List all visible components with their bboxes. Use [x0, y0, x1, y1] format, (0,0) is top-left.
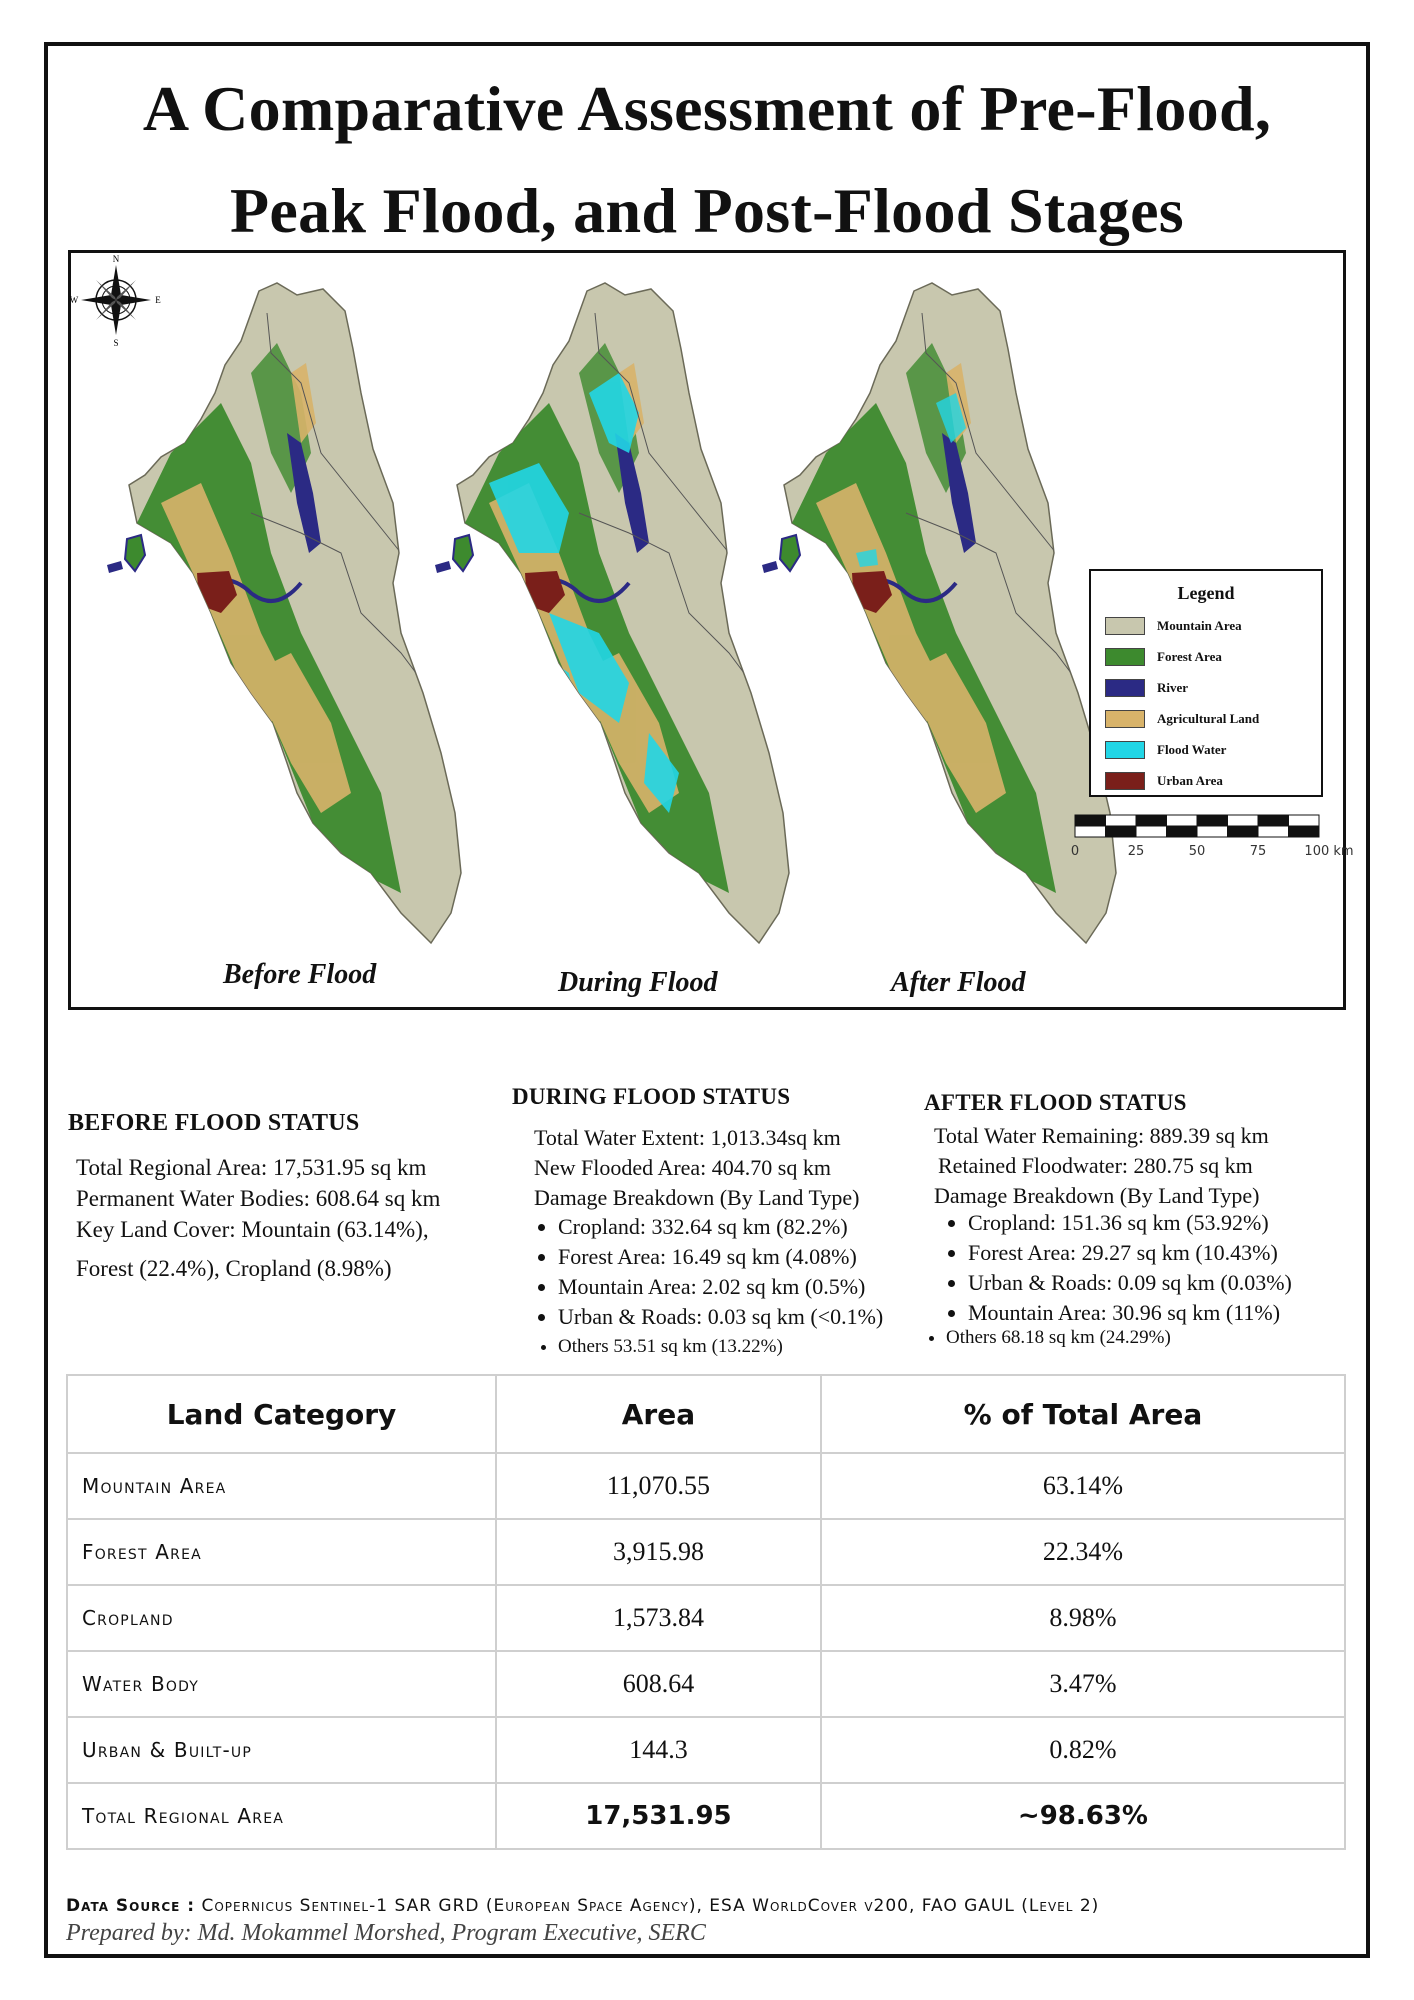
legend-label: Agricultural Land — [1157, 710, 1260, 726]
table-header: Land Category — [67, 1375, 496, 1453]
row-area: 11,070.55 — [496, 1453, 821, 1519]
legend-item — [1091, 703, 1321, 734]
scale-tick-label: 50 — [1188, 844, 1206, 859]
table-row — [67, 1519, 1345, 1585]
row-category: Mountain Area — [67, 1453, 496, 1519]
map-panel — [68, 250, 1354, 1010]
during-bullets — [534, 1212, 883, 1362]
compass-e: E — [155, 295, 161, 305]
before-text — [76, 1152, 440, 1284]
before-line: Key Land Cover: Mountain (63.14%), — [76, 1217, 429, 1242]
data-source-label: Data Source : — [66, 1896, 196, 1916]
before-line: Forest (22.4%), Cropland (8.98%) — [76, 1256, 392, 1281]
row-area: 17,531.95 — [496, 1783, 821, 1849]
data-source-text: Copernicus Sentinel-1 SAR GRD (European Space Agency), ESA WorldCover v200, FAO GAUL (Level 2) — [201, 1896, 1100, 1916]
during-bullet: • Urban & Roads: 0.03 sq km (<0.1%) — [558, 1302, 883, 1332]
row-area: 1,573.84 — [496, 1585, 821, 1651]
compass-n: N — [112, 254, 120, 264]
legend-item — [1091, 641, 1321, 672]
legend-swatch — [1105, 741, 1145, 759]
row-pct: 8.98% — [821, 1585, 1345, 1651]
scale-segment — [1228, 826, 1259, 837]
prepared-by: Prepared by: Md. Mokammel Morshed, Program Executive, SERC — [66, 1920, 706, 1946]
river — [231, 793, 281, 853]
compass-s: S — [113, 338, 119, 348]
legend-label: Mountain Area — [1157, 617, 1242, 633]
scale-bar — [1070, 813, 1363, 863]
land-category-table — [66, 1374, 1346, 1850]
after-bullet: • Others 68.18 sq km (24.29%) — [946, 1326, 1171, 1350]
page-title — [44, 58, 1370, 262]
scale-segment — [1167, 815, 1198, 826]
after-bullet: • Urban & Roads: 0.09 sq km (0.03%) — [968, 1268, 1292, 1298]
row-category: Urban & Built-up — [67, 1717, 496, 1783]
legend-label: Urban Area — [1157, 772, 1223, 788]
table-header: Area — [496, 1375, 821, 1453]
row-area: 608.64 — [496, 1651, 821, 1717]
after-bullets — [944, 1208, 1292, 1328]
map-during — [435, 283, 789, 943]
river — [886, 793, 936, 853]
map-legend — [1089, 569, 1323, 797]
table-row — [67, 1585, 1345, 1651]
scale-tick-label: 100 km — [1304, 844, 1354, 859]
scale-segment — [1258, 826, 1289, 837]
during-line-1: New Flooded Area: 404.70 sq km — [534, 1155, 831, 1180]
row-pct: ~98.63% — [821, 1783, 1345, 1849]
legend-swatch — [1105, 679, 1145, 697]
table-header: % of Total Area — [821, 1375, 1345, 1453]
legend-label: River — [1157, 679, 1189, 695]
before-line: Total Regional Area: 17,531.95 sq km — [76, 1155, 427, 1180]
scale-tick-label: 0 — [1070, 844, 1080, 859]
map-label-after: After Flood — [891, 967, 1026, 998]
row-category: Forest Area — [67, 1519, 496, 1585]
during-heading: DURING FLOOD STATUS — [512, 1084, 791, 1109]
scale-segment — [1197, 815, 1228, 826]
after-bullets-extra — [922, 1326, 1171, 1350]
row-pct: 3.47% — [821, 1651, 1345, 1717]
island — [435, 561, 451, 573]
legend-title: Legend — [1177, 583, 1235, 603]
scale-segment — [1197, 826, 1228, 837]
during-line-2: Damage Breakdown (By Land Type) — [534, 1185, 860, 1210]
legend-swatch — [1105, 648, 1145, 666]
during-bullet: • Others 53.51 sq km (13.22%) — [558, 1332, 883, 1362]
scale-tick-label: 25 — [1127, 844, 1145, 859]
row-category: Cropland — [67, 1585, 496, 1651]
legend-label: Flood Water — [1157, 741, 1227, 757]
map-before — [107, 283, 461, 943]
scale-segment — [1228, 815, 1259, 826]
scale-segment — [1258, 815, 1289, 826]
after-bullet: • Mountain Area: 30.96 sq km (11%) — [968, 1298, 1292, 1328]
after-bullet: • Forest Area: 29.27 sq km (10.43%) — [968, 1238, 1292, 1268]
map-label-before: Before Flood — [223, 959, 377, 990]
before-line: Permanent Water Bodies: 608.64 sq km — [76, 1186, 441, 1211]
row-area: 144.3 — [496, 1717, 821, 1783]
title-line-2: Peak Flood, and Post-Flood Stages — [230, 175, 1184, 246]
after-heading: AFTER FLOOD STATUS — [924, 1090, 1187, 1115]
row-pct: 22.34% — [821, 1519, 1345, 1585]
island — [780, 535, 800, 571]
legend-label: Forest Area — [1157, 648, 1222, 664]
row-category: Water Body — [67, 1651, 496, 1717]
before-heading: BEFORE FLOOD STATUS — [68, 1110, 360, 1136]
scale-segment — [1136, 826, 1167, 837]
table-row — [67, 1651, 1345, 1717]
island — [107, 561, 123, 573]
scale-segment — [1075, 826, 1106, 837]
row-pct: 63.14% — [821, 1453, 1345, 1519]
legend-swatch — [1105, 617, 1145, 635]
map-label-during: During Flood — [558, 967, 718, 998]
during-bullet: • Cropland: 332.64 sq km (82.2%) — [558, 1212, 883, 1242]
row-area: 3,915.98 — [496, 1519, 821, 1585]
after-line-0: Total Water Remaining: 889.39 sq km — [934, 1123, 1269, 1148]
compass-w: W — [69, 295, 79, 305]
data-source — [66, 1896, 1099, 1916]
during-line-0: Total Water Extent: 1,013.34sq km — [534, 1125, 841, 1150]
after-bullet: • Cropland: 151.36 sq km (53.92%) — [968, 1208, 1292, 1238]
island — [453, 535, 473, 571]
table-row — [67, 1783, 1345, 1849]
map-after — [762, 283, 1116, 943]
table-header-row — [67, 1375, 1345, 1453]
scale-segment — [1136, 815, 1167, 826]
during-bullet: • Mountain Area: 2.02 sq km (0.5%) — [558, 1272, 883, 1302]
scale-segment — [1289, 815, 1320, 826]
legend-item — [1091, 734, 1321, 765]
scale-segment — [1289, 826, 1320, 837]
after-line-2: Damage Breakdown (By Land Type) — [934, 1183, 1260, 1208]
legend-item — [1091, 610, 1321, 641]
table-row — [67, 1717, 1345, 1783]
compass-rose-icon — [71, 253, 161, 347]
during-bullet: • Forest Area: 16.49 sq km (4.08%) — [558, 1242, 883, 1272]
table-row — [67, 1453, 1345, 1519]
scale-segment — [1106, 815, 1137, 826]
legend-item — [1091, 672, 1321, 703]
scale-segment — [1075, 815, 1106, 826]
legend-swatch — [1105, 772, 1145, 790]
title-line-1: A Comparative Assessment of Pre-Flood, — [142, 73, 1272, 144]
legend-item — [1091, 765, 1321, 796]
legend-swatch — [1105, 710, 1145, 728]
after-line-1: Retained Floodwater: 280.75 sq km — [938, 1153, 1253, 1178]
scale-segment — [1167, 826, 1198, 837]
row-category: Total Regional Area — [67, 1783, 496, 1849]
island — [125, 535, 145, 571]
scale-segment — [1106, 826, 1137, 837]
river — [559, 793, 609, 853]
island — [762, 561, 778, 573]
scale-tick-label: 75 — [1249, 844, 1267, 859]
row-pct: 0.82% — [821, 1717, 1345, 1783]
